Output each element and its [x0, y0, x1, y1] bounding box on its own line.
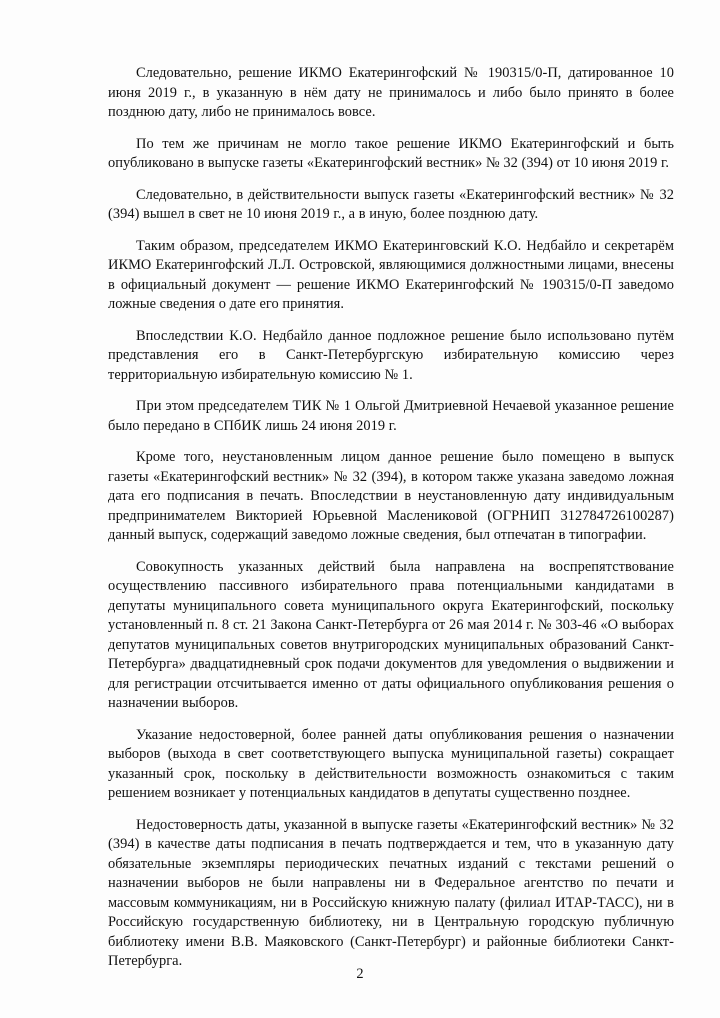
paragraph-3: Следовательно, в действительности выпуск газеты «Екатерингофский вестник» № 32 (394) вышел в свет не 10 июня 2019 г., а в иную, более позднюю дату.	[108, 186, 674, 222]
paragraph-2: По тем же причинам не могло такое решение ИКМО Екатерингофский и быть опубликовано в выпуске газеты «Екатерингофский вестник» № 32 (394) от 10 июня 2019 г.	[108, 135, 674, 171]
paragraph-9: Указание недостоверной, более ранней даты опубликования решения о назначении выборов (выхода в свет соответствующего выпуска муниципальной газеты) сокращает указанный срок, поскольку в действительности возможность ознакомиться с таким решением возникает у потенциальных кандидатов в депутаты существенно позднее.	[108, 726, 674, 801]
paragraph-7: Кроме того, неустановленным лицом данное решение было помещено в выпуск газеты «Екатерингофский вестник» № 32 (394), в котором также указана заведомо ложная дата его подписания в печать. Впоследствии в неустановленную дату индивидуальным предпринимателем Викторией Юрьевной Маслениковой (ОГРНИП 312784726100287) данный выпуск, содержащий заведомо ложные сведения, был отпечатан в типографии.	[108, 449, 674, 543]
paragraph-1: Следовательно, решение ИКМО Екатерингофский № 190315/0-П, датированное 10 июня 2019 г., в указанную в нём дату не принималось и либо было принято в более позднюю дату, либо не принималось вовсе.	[108, 65, 674, 120]
paragraph-4: Таким образом, председателем ИКМО Екатеринговский К.О. Недбайло и секретарём ИКМО Екатерингофский Л.Л. Островской, являющимися должностными лицами, внесены в официальный документ — решение ИКМО Екатерингофский № 190315/0-П заведомо ложные сведения о дате его принятия.	[108, 237, 674, 312]
paragraph-5: Впоследствии К.О. Недбайло данное подложное решение было использовано путём представления его в Санкт-Петербургскую избирательную комиссию через территориальную избирательную комиссию № 1.	[108, 327, 674, 383]
paragraph-10: Недостоверность даты, указанной в выпуске газеты «Екатерингофский вестник» № 32 (394) в качестве даты подписания в печать подтверждается и тем, что в указанную дату обязательные экземпляры периодических печатных изданий с текстами решений о назначении выборов не были направлены ни в Федеральное агентство по печати и массовым коммуникациям, ни в Российскую книжную палату (филиал ИТАР-ТАСС), ни в Российскую государственную библиотеку, ни в Центральную городскую публичную библиотеку имени В.В. Маяковского (Санкт-Петербург) и районные библиотеки Санкт-Петербурга.	[108, 816, 674, 969]
page-number: 2	[356, 966, 364, 982]
paragraph-8: Совокупность указанных действий была направлена на воспрепятствование осуществлению пассивного избирательного права потенциальными кандидатами в депутаты муниципального совета муниципального округа Екатерингофский, поскольку установленный п. 8 ст. 21 Закона Санкт-Петербурга от 26 мая 2014 г. № 303-46 «О выборах депутатов муниципальных советов внутригородских муниципальных образований Санкт-Петербурга» двадцатидневный срок подачи документов для уведомления о выдвижении и для регистрации отсчитывается именно от даты официального опубликования решения о назначении выборов.	[108, 558, 674, 711]
document-body	[108, 64, 674, 984]
paragraph-6: При этом председателем ТИК № 1 Ольгой Дмитриевной Нечаевой указанное решение было передано в СПбИК лишь 24 июня 2019 г.	[108, 398, 674, 434]
